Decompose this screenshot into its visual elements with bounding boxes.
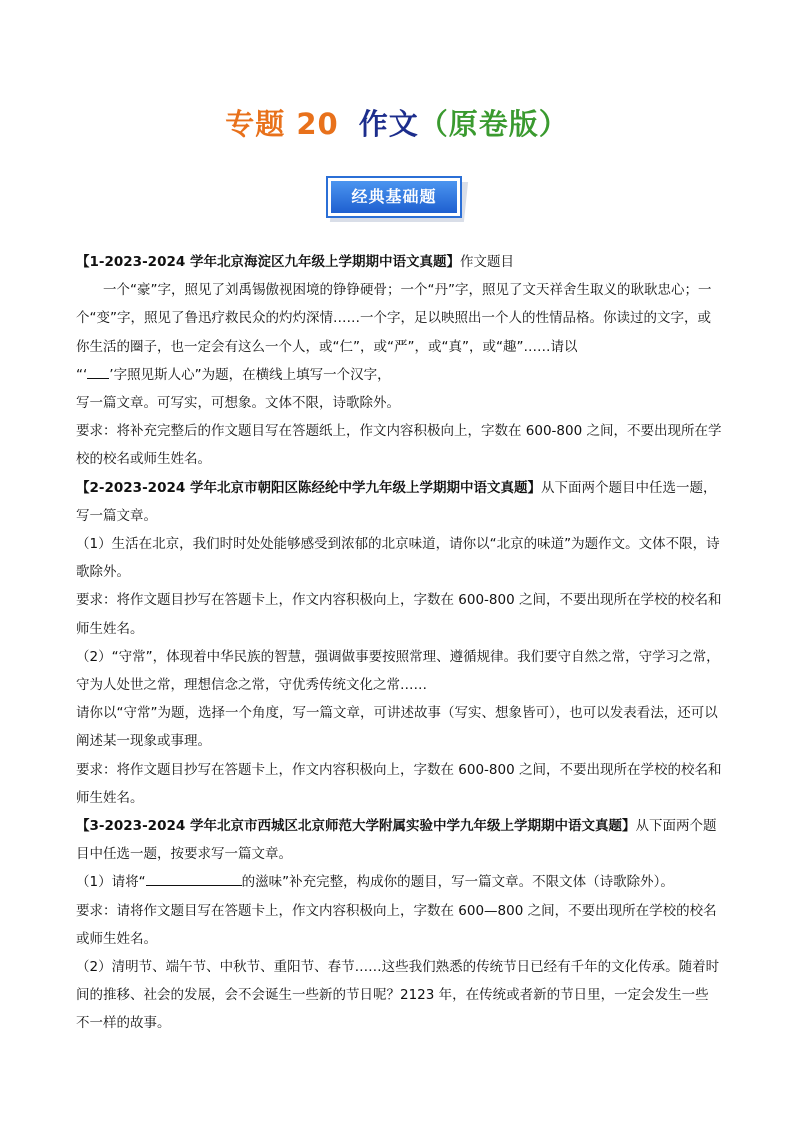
title-prefix: 专题 20	[225, 107, 339, 141]
option-1-start: （1）请将“	[76, 874, 146, 891]
question-1-genre: 写一篇文章。可写实，可想象。文体不限，诗歌除外。	[76, 395, 400, 412]
page-title	[0, 104, 794, 144]
option-1-rest: 的滋味”补充完整，构成你的题目，写一篇文章。不限文体（诗歌除外）。	[241, 874, 674, 891]
question-source: 【1-2023-2024 学年北京海淀区九年级上学期期中语文真题】	[76, 254, 460, 270]
question-source: 【2-2023-2024 学年北京市朝阳区陈经纶中学九年级上学期期中语文真题】	[76, 479, 541, 496]
question-1-header	[76, 248, 722, 276]
question-1-title-line	[76, 361, 722, 389]
question-1-requirement: 要求：将补充完整后的作文题目写在答题纸上，作文内容积极向上，字数在 600-800 之间，不要出现所在学校的校名或师生姓名。	[76, 423, 722, 468]
question-1-prompt: 一个“豪”字，照见了刘禹锡傲视困境的铮铮硬骨；一个“丹”字，照见了文天祥舍生取义的耿耿忠心；一个“变”字，照见了鲁迅疗救民众的灼灼深情……一个字，足以映照出一个人的性情品格。你读过的文字，或你生活的圈子，也一定会有这么一个人，或“仁”，或“严”，或“真”，或“趣”……请以	[76, 282, 712, 355]
title-main: 作文	[358, 107, 419, 141]
question-3-option-1	[76, 868, 722, 896]
fill-blank	[87, 364, 109, 379]
badge-label: 经典基础题	[331, 181, 457, 213]
fill-blank	[146, 871, 242, 886]
question-instruction: 从下面两个题目中任选一题，写一篇文章。	[76, 479, 717, 524]
question-2-requirement-1: 要求：将作文题目抄写在答题卡上，作文内容积极向上，字数在 600-800 之间，不要出现所在学校的校名和师生姓名。	[76, 592, 722, 637]
question-source: 【3-2023-2024 学年北京市西城区北京师范大学附属实验中学九年级上学期期中语文真题】	[76, 818, 636, 835]
question-2-requirement-2: 要求：将作文题目抄写在答题卡上，作文内容积极向上，字数在 600-800 之间，不要出现所在学校的校名和师生姓名。	[76, 761, 722, 806]
section-badge	[326, 174, 470, 226]
question-2-option-2-prompt: 请你以“守常”为题，选择一个角度，写一篇文章，可讲述故事（写实、想象皆可），也可以发表看法，还可以阐述某一现象或事理。	[76, 705, 718, 750]
document-body	[76, 248, 722, 1038]
question-2-header	[76, 474, 722, 530]
title-edition: （原卷版）	[418, 107, 569, 141]
question-3-option-2: （2）清明节、端午节、中秋节、重阳节、春节……这些我们熟悉的传统节日已经有千年的文化传承。随着时间的推移、社会的发展，会不会诞生一些新的节日呢？2123 年，在传统或者新的节日里，一定会发生一些不一样的故事。	[76, 959, 720, 1032]
question-2-option-1: （1）生活在北京，我们时时处处能够感受到浓郁的北京味道，请你以“北京的味道”为题作文。文体不限，诗歌除外。	[76, 536, 720, 581]
title-quote-open: “‘	[76, 366, 88, 383]
question-3-requirement-1: 要求：请将作文题目写在答题卡上，作文内容积极向上，字数在 600—800 之间，不要出现所在学校的校名或师生姓名。	[76, 902, 717, 947]
title-quote-rest: ’字照见斯人心”为题，在横线上填写一个汉字，	[109, 366, 391, 383]
question-instruction: 从下面两个题目中任选一题，按要求写一篇文章。	[76, 818, 717, 863]
question-instruction: 作文题目	[459, 254, 514, 270]
question-3-header	[76, 812, 722, 868]
question-2-option-2: （2）“守常”，体现着中华民族的智慧，强调做事要按照常理、遵循规律。我们要守自然之常，守学习之常，守为人处世之常，理想信念之常，守优秀传统文化之常……	[76, 648, 720, 694]
